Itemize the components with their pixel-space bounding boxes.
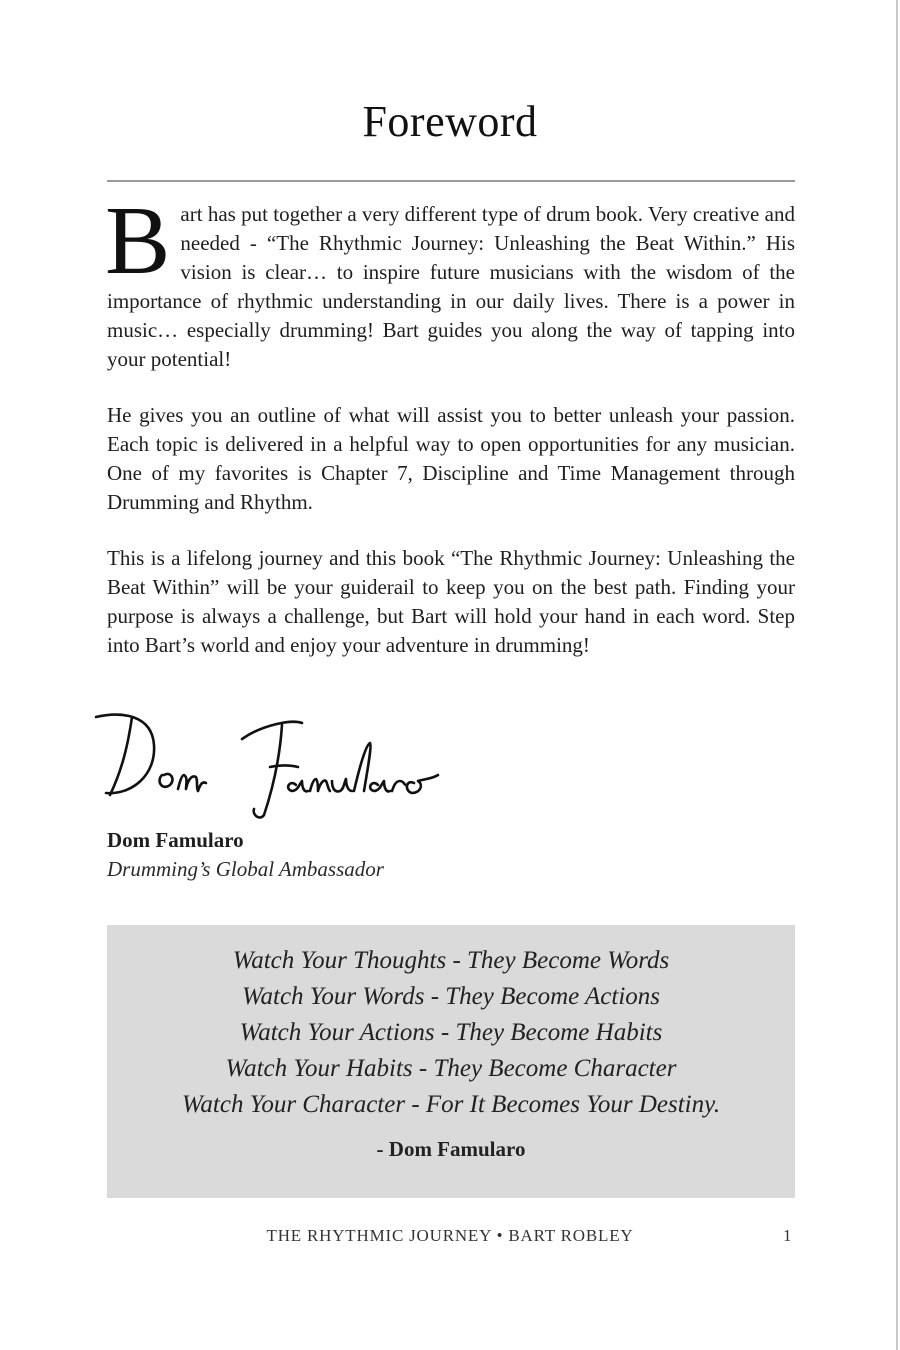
drop-cap: B	[105, 187, 171, 295]
running-footer: THE RHYTHMIC JOURNEY • BART ROBLEY	[266, 1226, 634, 1245]
page-number: 1	[783, 1226, 792, 1245]
quote-line: Watch Your Thoughts - They Become Words	[232, 947, 670, 974]
paragraph-2: He gives you an outline of what will assist you to better unleash your passion. Each topic is delivered in a helpful way to open opportunities for any musician. One of my favorites is Chapter 7, Discipline and Time Management through Drumming and Rhythm.	[107, 403, 795, 514]
paragraph-1	[105, 187, 795, 374]
page-title: Foreword	[362, 97, 538, 146]
foreword-body	[105, 187, 795, 687]
quote-line: Watch Your Habits - They Become Character	[225, 1055, 677, 1082]
quote-line: Watch Your Actions - They Become Habits	[239, 1019, 663, 1046]
signer-title: Drumming’s Global Ambassador	[107, 857, 384, 881]
title-divider	[107, 180, 795, 182]
page-edge	[896, 0, 898, 1350]
paragraph-3: This is a lifelong journey and this book “The Rhythmic Journey: Unleashing the Beat Within” will be your guiderail to keep you on the best path. Finding your purpose is always a challenge, but Bart will hold your hand in each word. Step into Bart’s world and enjoy your adventure in drumming!	[107, 546, 795, 657]
quote-line: Watch Your Words - They Become Actions	[241, 983, 661, 1010]
quote-box	[107, 925, 795, 1198]
quote-line: Watch Your Character - For It Becomes Your Destiny.	[181, 1091, 721, 1118]
quote-attribution: - Dom Famularo	[376, 1137, 526, 1161]
paragraph-1-text: art has put together a very different type of drum book. Very creative and needed - “The Rhythmic Journey: Unleashing the Beat Within.” His vision is clear… to inspire future musicians with the wisdom of the importance of rhythmic understanding in our daily lives. There is a power in music… especially drumming! Bart guides you along the way of tapping into your potential!	[107, 202, 795, 371]
signer-name: Dom Famularo	[107, 828, 244, 852]
handwritten-signature	[92, 705, 472, 825]
quote-lines	[107, 943, 795, 1123]
